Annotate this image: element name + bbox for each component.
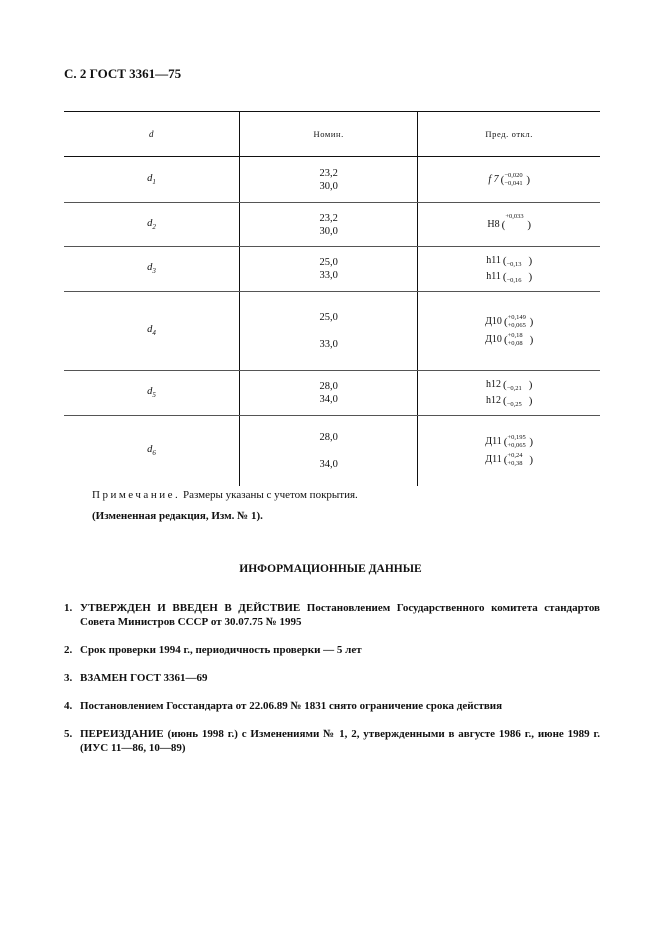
dimension-symbol: $d_4$ xyxy=(64,292,240,371)
tolerance-cell: Д11 ( +0,195 +0,065 ) Д11 ( +0,24 +0,38 ) xyxy=(485,433,534,467)
table-row xyxy=(64,203,600,247)
table-row xyxy=(64,292,600,371)
list-item: 3. ВЗАМЕН ГОСТ 3361—69 xyxy=(64,672,208,684)
tolerance-cell: H8 ( +0,033 ) xyxy=(418,203,600,247)
list-item: 2. Срок проверки 1994 г., периодичность проверки — 5 лет xyxy=(64,644,362,656)
nominal-values: 25,0 33,0 xyxy=(240,247,418,292)
list-item: 4. Постановлением Госстандарта от 22.06.89 № 1831 снято ограничение срока действия xyxy=(64,700,503,712)
column-header-deviation: Пред. откл. xyxy=(418,112,600,157)
tolerance-cell: h11 ( −0,13 ) h11 ( −0,16 ) xyxy=(418,247,600,292)
dimension-symbol: $d_1$ xyxy=(64,157,240,203)
column-header-nominal: Номин. xyxy=(240,112,418,157)
info-section-title: ИНФОРМАЦИОННЫЕ ДАННЫЕ xyxy=(239,563,422,575)
table-row xyxy=(64,157,600,203)
table-row xyxy=(64,416,600,486)
column-header-d: d xyxy=(64,112,240,157)
nominal-values: 23,2 30,0 xyxy=(240,203,418,247)
table-header-row xyxy=(64,112,600,157)
tolerance-cell: h12 ( −0,21 ) h12 ( −0,25 ) xyxy=(418,371,600,416)
info-list xyxy=(64,601,600,769)
table-row xyxy=(64,371,600,416)
dimension-symbol: $d_2$ xyxy=(64,203,240,247)
page-header: С. 2 ГОСТ 3361—75 xyxy=(64,66,182,81)
list-item: 5. ПЕРЕИЗДАНИЕ (июнь 1998 г.) с Изменениями № 1, 2, утвержденными в августе 1986 г., июне 1989 г. (ИУС 11—86, 10—89) xyxy=(64,728,600,754)
nominal-values: 23,2 30,0 xyxy=(240,157,418,203)
nominal-values: 28,0 34,0 xyxy=(240,371,418,416)
tolerance-cell: Д10 ( +0,149 +0,065 ) Д10 ( +0,18 +0,08 ) xyxy=(418,292,600,371)
dimension-symbol: $d_6$ xyxy=(64,416,240,486)
table-row xyxy=(64,247,600,292)
dimension-symbol: $d_3$ xyxy=(64,247,240,292)
note-text: Размеры указаны с учетом покрытия. xyxy=(182,489,358,501)
tolerance-cell: f 7 ( −0,020 −0,041 ) xyxy=(418,157,600,203)
revision-note: (Измененная редакция, Изм. № 1). xyxy=(92,510,263,522)
list-item: 1. УТВЕРЖДЕН И ВВЕДЕН В ДЕЙСТВИЕ Постановлением Государственного комитета стандартов Совета Министров СССР от 30.07.75 № 1995 xyxy=(64,602,600,628)
dimensions-table xyxy=(64,111,600,486)
note-label: Примечание. xyxy=(92,489,181,501)
nominal-values: 25,0 33,0 xyxy=(240,292,418,371)
table-note xyxy=(92,489,358,501)
dimension-symbol: $d_5$ xyxy=(64,371,240,416)
nominal-values: 28,0 34,0 xyxy=(240,416,418,486)
